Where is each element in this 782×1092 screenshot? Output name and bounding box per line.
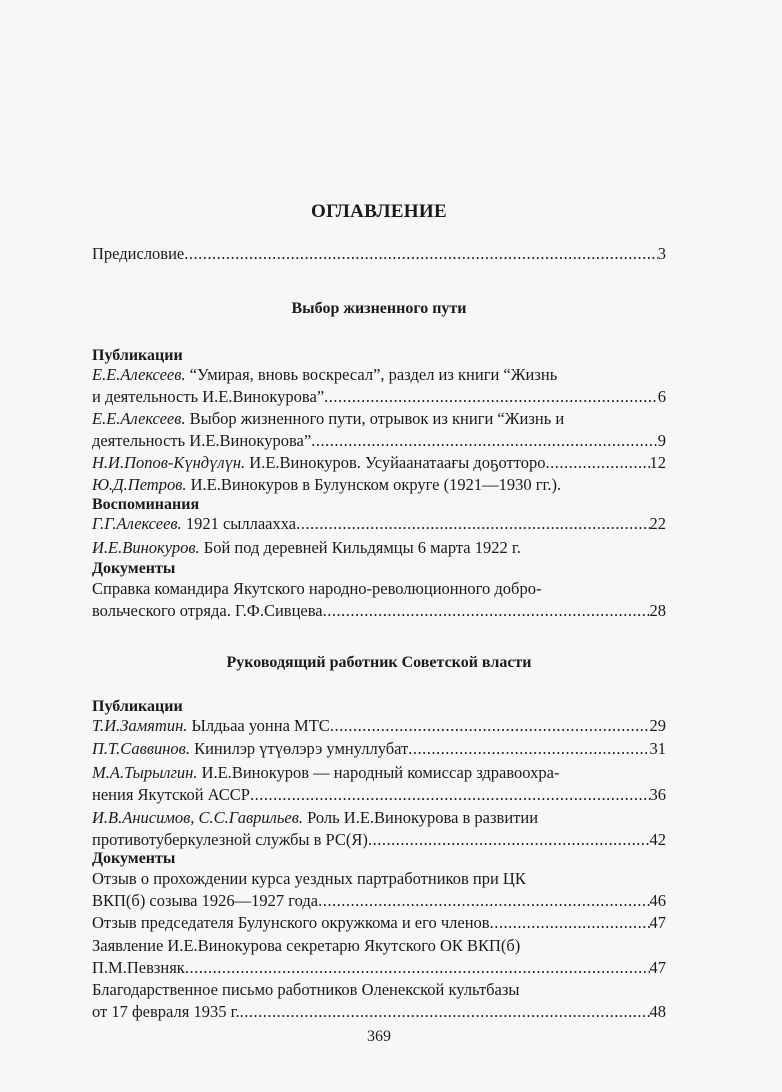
- dot-leader: [250, 784, 650, 806]
- entry-page: 48: [649, 1002, 666, 1021]
- dot-leader: [545, 452, 649, 474]
- toc-entry: [92, 452, 666, 474]
- entry-page: 46: [649, 891, 666, 910]
- entry-text: И.Е.Винокуров в Булунском округе (1921—1930 гг.).: [186, 475, 562, 494]
- entry-text: ВКП(б) созыва 1926—1927 года: [92, 891, 319, 910]
- entry-page: 29: [649, 716, 666, 735]
- entry-page: 42: [649, 830, 666, 849]
- dot-leader: [408, 738, 649, 760]
- entry-text: Заявление И.Е.Винокурова секретарю Якутского ОК ВКП(б): [92, 936, 521, 955]
- entry-author: Н.И.Попов-Күндүлүн.: [92, 453, 246, 472]
- entry-page: 47: [649, 913, 666, 932]
- entry-author: П.Т.Саввинов.: [92, 739, 190, 758]
- entry-page: 12: [649, 453, 666, 472]
- toc-entry: [92, 474, 666, 496]
- entry-page: 31: [649, 739, 666, 758]
- entry-text: Роль И.Е.Винокурова в развитии: [303, 808, 539, 827]
- entry-author: И.Е.Винокуров.: [92, 538, 200, 557]
- category-label: Документы: [92, 850, 176, 867]
- entry-text: Выбор жизненного пути, отрывок из книги “Жизнь и: [185, 409, 565, 428]
- entry-text: И.Е.Винокуров. Усуйаанатаағы доҕотторо: [245, 453, 546, 472]
- entry-text: вольческого отряда. Г.Ф.Сивцева: [92, 601, 323, 620]
- category-label: Документы: [92, 560, 176, 577]
- entry-page: 36: [649, 785, 666, 804]
- toc-entry-preface: [92, 243, 666, 265]
- section-heading: Выбор жизненного пути: [291, 300, 467, 317]
- toc-entry: [92, 738, 666, 760]
- entry-text: противотуберкулезной службы в РС(Я): [92, 830, 368, 849]
- entry-text: И.Е.Винокуров — народный комиссар здравоохра-: [197, 763, 560, 782]
- entry-author: М.А.Тырылгин.: [92, 763, 198, 782]
- dot-leader: [296, 513, 649, 535]
- entry-text: от 17 февраля 1935 г.: [92, 1002, 240, 1021]
- toc-entry: [92, 537, 666, 559]
- category-label: Воспоминания: [92, 496, 200, 513]
- entry-text: “Умирая, вновь воскресал”, раздел из книги “Жизнь: [185, 365, 558, 384]
- toc-entry: [92, 364, 666, 408]
- dot-leader: [368, 829, 650, 851]
- dot-leader: [311, 430, 658, 452]
- entry-author: Е.Е.Алексеев.: [92, 365, 186, 384]
- entry-author: Е.Е.Алексеев.: [92, 409, 186, 428]
- toc-entry: [92, 408, 666, 452]
- entry-author: Ю.Д.Петров.: [92, 475, 187, 494]
- toc-entry: [92, 715, 666, 737]
- toc-entry: [92, 762, 666, 806]
- section-heading: Руководящий работник Советской власти: [226, 654, 532, 671]
- entry-author: Т.И.Замятин.: [92, 716, 188, 735]
- entry-page: 3: [657, 244, 666, 263]
- toc-entry: [92, 868, 666, 912]
- entry-text: Отзыв председателя Булунского окружкома и его членов: [92, 913, 490, 932]
- entry-page: 28: [649, 601, 666, 620]
- dot-leader: [330, 715, 650, 737]
- entry-text: Кинилэр үтүөлэрэ умнуллубат: [189, 739, 409, 758]
- entry-text: нения Якутской АССР: [92, 785, 250, 804]
- entry-page: 47: [649, 958, 666, 977]
- dot-leader: [240, 1001, 650, 1023]
- dot-leader: [490, 912, 650, 934]
- entry-text: Отзыв о прохождении курса уездных партработников при ЦК: [92, 869, 526, 888]
- page-number: 369: [367, 1028, 391, 1045]
- entry-text: Бой под деревней Кильдямцы 6 марта 1922 г.: [199, 538, 521, 557]
- entry-text: Предисловие: [92, 244, 185, 263]
- toc-page: [92, 0, 666, 1092]
- toc-entry: [92, 935, 666, 979]
- page-title: ОГЛАВЛЕНИЕ: [311, 201, 447, 222]
- entry-text: Благодарственное письмо работников Оленекской культбазы: [92, 980, 520, 999]
- dot-leader: [318, 890, 649, 912]
- toc-entry: [92, 979, 666, 1023]
- dot-leader: [323, 600, 650, 622]
- dot-leader: [184, 243, 658, 265]
- entry-text: Справка командира Якутского народно-революционного добро-: [92, 579, 542, 598]
- toc-entry: [92, 807, 666, 851]
- entry-author: Г.Г.Алексеев.: [92, 514, 182, 533]
- dot-leader: [185, 957, 650, 979]
- toc-entry: [92, 578, 666, 622]
- entry-author: И.В.Анисимов, С.С.Гаврильев.: [92, 808, 303, 827]
- dot-leader: [324, 386, 658, 408]
- entry-text: Ылдьаа уонна МТС: [187, 716, 330, 735]
- entry-text: деятельность И.Е.Винокурова”: [92, 431, 312, 450]
- entry-text: 1921 сыллаахха: [181, 514, 297, 533]
- entry-text: и деятельность И.Е.Винокурова”: [92, 387, 325, 406]
- toc-entry: [92, 513, 666, 535]
- category-label: Публикации: [92, 698, 183, 715]
- entry-page: 22: [649, 514, 666, 533]
- entry-text: П.М.Певзняк: [92, 958, 185, 977]
- entry-page: 9: [657, 431, 666, 450]
- toc-entry: [92, 912, 666, 934]
- entry-page: 6: [657, 387, 666, 406]
- category-label: Публикации: [92, 347, 183, 364]
